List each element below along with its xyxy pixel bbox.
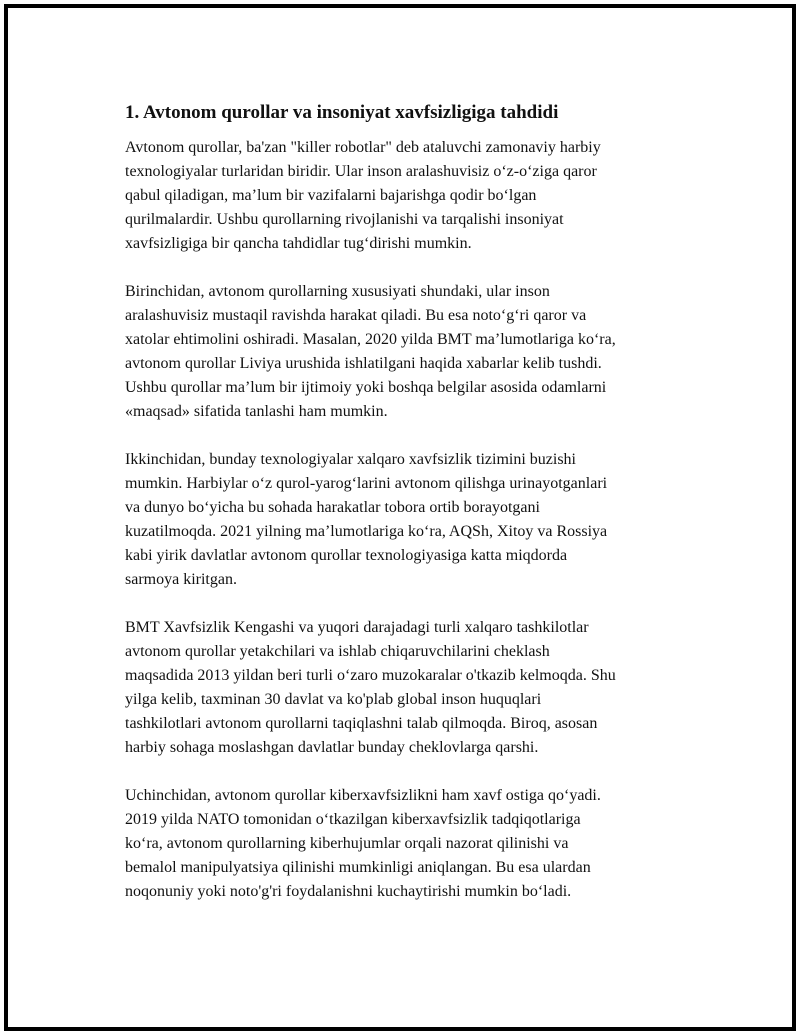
text-line: tashkilotlari avtonom qurollarni taqiqlashni talab qilmoqda. Biroq, asosan <box>125 715 598 732</box>
text-line: yilga kelib, taxminan 30 davlat va ko'plab global inson huquqlari <box>125 691 542 708</box>
text-line: Ikkinchidan, bunday texnologiyalar xalqaro xavfsizlik tizimini buzishi <box>125 451 576 468</box>
text-line: xatolar ehtimolini oshiradi. Masalan, 2020 yilda BMT ma’lumotlariga ko‘ra, <box>125 331 616 348</box>
text-line: kabi yirik davlatlar avtonom qurollar texnologiyasiga katta miqdorda <box>125 547 568 564</box>
paragraph-3 <box>121 448 701 592</box>
text-line: Avtonom qurollar, ba'zan "killer robotlar" deb ataluvchi zamonaviy harbiy <box>125 139 601 156</box>
text-line: Uchinchidan, avtonom qurollar kiberxavfsizlikni ham xavf ostiga qo‘yadi. <box>125 787 601 804</box>
document-body <box>121 100 701 928</box>
text-line: «maqsad» sifatida tanlashi ham mumkin. <box>125 403 388 420</box>
text-line: va dunyo bo‘yicha bu sohada harakatlar tobora ortib borayotgani <box>125 499 540 516</box>
text-line: BMT Xavfsizlik Kengashi va yuqori darajadagi turli xalqaro tashkilotlar <box>125 619 589 636</box>
text-line: xavfsizligiga bir qancha tahdidlar tug‘dirishi mumkin. <box>125 235 472 252</box>
text-line: qurilmalardir. Ushbu qurollarning rivojlanishi va tarqalishi insoniyat <box>125 211 564 228</box>
text-line: maqsadida 2013 yildan beri turli o‘zaro muzokaralar o'tkazib kelmoqda. Shu <box>125 667 616 684</box>
text-line: Birinchidan, avtonom qurollarning xususiyati shundaki, ular inson <box>125 283 550 300</box>
text-line: bemalol manipulyatsiya qilinishi mumkinligi aniqlangan. Bu esa ulardan <box>125 859 591 876</box>
paragraph-5 <box>121 784 701 904</box>
text-line: noqonuniy yoki noto'g'ri foydalanishni kuchaytirishi mumkin bo‘ladi. <box>125 883 572 900</box>
text-line: texnologiyalar turlaridan biridir. Ular inson aralashuvisiz o‘z-o‘ziga qaror <box>125 163 597 180</box>
paragraph-4 <box>121 616 701 760</box>
paragraph-1 <box>121 136 701 256</box>
text-line: 2019 yilda NATO tomonidan o‘tkazilgan kiberxavfsizlik tadqiqotlariga <box>125 811 581 828</box>
text-line: aralashuvisiz mustaqil ravishda harakat qiladi. Bu esa noto‘g‘ri qaror va <box>125 307 587 324</box>
text-line: kuzatilmoqda. 2021 yilning ma’lumotlariga ko‘ra, AQSh, Xitoy va Rossiya <box>125 523 608 540</box>
text-line: Ushbu qurollar ma’lum bir ijtimoiy yoki boshqa belgilar asosida odamlarni <box>125 379 607 396</box>
paragraph-2 <box>121 280 701 424</box>
text-line: harbiy sohaga moslashgan davlatlar bunday cheklovlarga qarshi. <box>125 739 539 756</box>
text-line: avtonom qurollar yetakchilari va ishlab chiqaruvchilarini cheklash <box>125 643 550 660</box>
document-title: 1. Avtonom qurollar va insoniyat xavfsizligiga tahdidi <box>125 102 559 123</box>
text-line: ko‘ra, avtonom qurollarning kiberhujumlar orqali nazorat qilinishi va <box>125 835 569 852</box>
text-line: sarmoya kiritgan. <box>125 571 237 588</box>
text-line: mumkin. Harbiylar o‘z qurol-yarog‘larini avtonom qilishga urinayotganlari <box>125 475 608 492</box>
text-line: qabul qiladigan, ma’lum bir vazifalarni bajarishga qodir bo‘lgan <box>125 187 537 204</box>
text-line: avtonom qurollar Liviya urushida ishlatilgani haqida xabarlar kelib tushdi. <box>125 355 602 372</box>
page-frame <box>4 4 796 1031</box>
